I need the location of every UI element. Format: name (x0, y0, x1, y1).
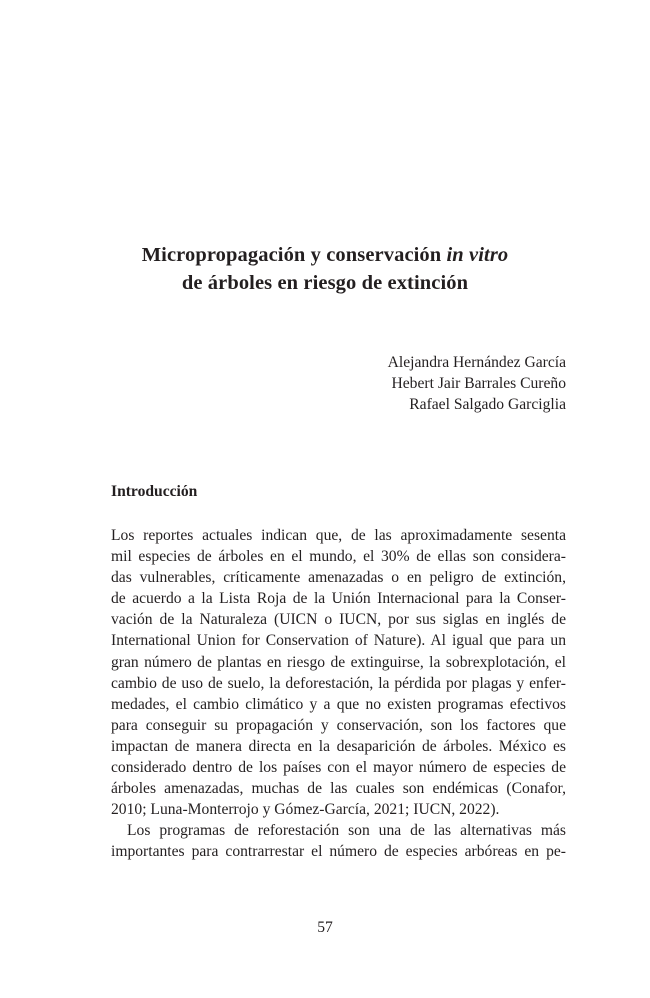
body-line: gran número de plantas en riesgo de extinguirse, la sobrexplotación, el (111, 653, 566, 671)
section-heading: Introducción (111, 483, 198, 500)
author-list (388, 352, 566, 415)
author-name: Hebert Jair Barrales Cureño (391, 375, 566, 392)
body-line: medades, el cambio climático y a que no existen programas efectivos (111, 695, 566, 713)
chapter-title (0, 241, 650, 297)
body-line: árboles amenazadas, muchas de las cuales son endémicas (Conafor, (111, 780, 566, 798)
body-line-paragraph-start: Los programas de reforestación son una de las alternativas más (127, 822, 566, 840)
chapter-title-line-1 (0, 241, 650, 269)
chapter-title-italic-term: in vitro (446, 244, 509, 266)
author-name: Rafael Salgado Garciglia (409, 396, 566, 413)
body-line: para conseguir su propagación y conservación, son los factores que (111, 716, 566, 734)
body-line: considerado dentro de los países con el mayor número de especies de (111, 759, 566, 777)
body-line: Los reportes actuales indican que, de las aproximadamente sesenta (111, 527, 566, 544)
body-line: International Union for Conservation of Nature). Al igual que para un (111, 632, 566, 650)
chapter-title-line-2: de árboles en riesgo de extinción (181, 272, 469, 294)
body-line: impactan de manera directa en la desaparición de árboles. México es (111, 737, 566, 755)
page-number: 57 (317, 919, 333, 936)
body-line: mil especies de árboles en el mundo, el 30% de ellas son considera- (111, 548, 566, 566)
body-line-paragraph-end: 2010; Luna-Monterrojo y Gómez-García, 2021; IUCN, 2022). (111, 801, 500, 819)
body-line: importantes para contrarrestar el número de especies arbóreas en pe- (111, 843, 566, 861)
author-name: Alejandra Hernández García (387, 354, 566, 371)
body-text (111, 525, 566, 863)
chapter-title-line-1-text: Micropropagación y conservación (141, 244, 447, 266)
body-line: de acuerdo a la Lista Roja de la Unión Internacional para la Conser- (111, 590, 566, 608)
body-line: vación de la Naturaleza (UICN o IUCN, por sus siglas en inglés de (111, 611, 566, 629)
body-line: das vulnerables, críticamente amenazadas o en peligro de extinción, (111, 569, 566, 587)
body-line: cambio de uso de suelo, la deforestación, la pérdida por plagas y enfer- (111, 674, 566, 692)
